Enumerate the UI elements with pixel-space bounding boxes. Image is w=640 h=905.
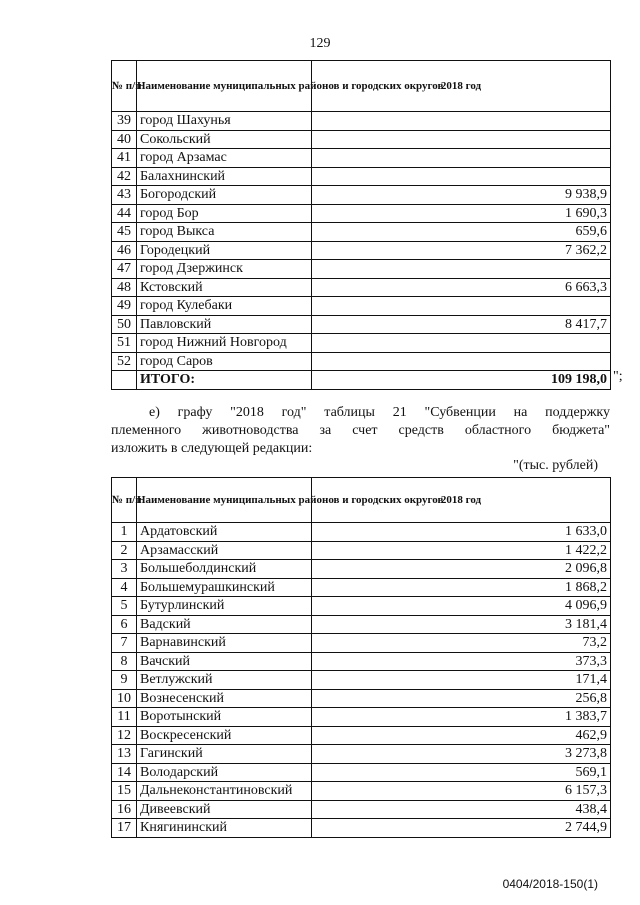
row-number: 8 <box>112 652 137 671</box>
header-year: 2018 год <box>312 61 611 112</box>
table-header-row <box>112 61 611 112</box>
row-number: 49 <box>112 297 137 316</box>
page-number: 129 <box>309 36 331 51</box>
district-name: Сокольский <box>137 130 312 149</box>
row-number: 40 <box>112 130 137 149</box>
row-number: 43 <box>112 186 137 205</box>
district-name: Дивеевский <box>137 800 312 819</box>
row-value <box>312 260 611 279</box>
row-number: 51 <box>112 334 137 353</box>
row-number: 42 <box>112 167 137 186</box>
row-value: 3 273,8 <box>312 745 611 764</box>
header-name: Наименование муниципальных районов и городских округов <box>137 478 312 523</box>
row-number: 14 <box>112 763 137 782</box>
row-value: 1 422,2 <box>312 541 611 560</box>
row-number: 7 <box>112 634 137 653</box>
row-number: 5 <box>112 597 137 616</box>
row-number: 11 <box>112 708 137 727</box>
district-name: Воротынский <box>137 708 312 727</box>
row-number: 47 <box>112 260 137 279</box>
row-number: 15 <box>112 782 137 801</box>
district-name: Вадский <box>137 615 312 634</box>
table-row <box>112 315 611 334</box>
table-row <box>112 204 611 223</box>
row-value: 3 181,4 <box>312 615 611 634</box>
table-row <box>112 167 611 186</box>
row-value: 1 690,3 <box>312 204 611 223</box>
district-name: Большемурашкинский <box>137 578 312 597</box>
row-number: 4 <box>112 578 137 597</box>
table-row <box>112 726 611 745</box>
row-value: 2 744,9 <box>312 819 611 838</box>
table-livestock-subsidies <box>111 477 611 838</box>
table-row <box>112 560 611 579</box>
table-row <box>112 297 611 316</box>
district-name: Большеболдинский <box>137 560 312 579</box>
table-row <box>112 149 611 168</box>
district-name: город Бор <box>137 204 312 223</box>
header-num: № п/п <box>112 478 137 523</box>
row-value: 256,8 <box>312 689 611 708</box>
row-value: 171,4 <box>312 671 611 690</box>
table-row <box>112 782 611 801</box>
district-name: город Арзамас <box>137 149 312 168</box>
row-value: 462,9 <box>312 726 611 745</box>
closing-quote: "; <box>613 369 623 384</box>
row-value: 2 096,8 <box>312 560 611 579</box>
row-value: 659,6 <box>312 223 611 242</box>
table-row <box>112 578 611 597</box>
row-value: 1 633,0 <box>312 523 611 542</box>
table-row <box>112 615 611 634</box>
district-name: Воскресенский <box>137 726 312 745</box>
table-row <box>112 260 611 279</box>
district-name: Городецкий <box>137 241 312 260</box>
table-row <box>112 597 611 616</box>
row-number: 48 <box>112 278 137 297</box>
district-name: город Кулебаки <box>137 297 312 316</box>
row-value: 73,2 <box>312 634 611 653</box>
table-row <box>112 130 611 149</box>
row-number: 2 <box>112 541 137 560</box>
district-name: Павловский <box>137 315 312 334</box>
district-name: Богородский <box>137 186 312 205</box>
header-name: Наименование муниципальных районов и городских округов <box>137 61 312 112</box>
total-label: ИТОГО: <box>137 371 312 390</box>
row-number: 45 <box>112 223 137 242</box>
row-value: 373,3 <box>312 652 611 671</box>
row-value <box>312 167 611 186</box>
district-name: город Шахунья <box>137 112 312 131</box>
row-number: 10 <box>112 689 137 708</box>
document-code: 0404/2018-150(1) <box>502 877 598 891</box>
table-row <box>112 708 611 727</box>
total-value: 109 198,0 <box>312 371 611 390</box>
row-value: 9 938,9 <box>312 186 611 205</box>
district-name: Ардатовский <box>137 523 312 542</box>
district-name: Ветлужский <box>137 671 312 690</box>
row-number: 17 <box>112 819 137 838</box>
table-row <box>112 541 611 560</box>
row-value: 569,1 <box>312 763 611 782</box>
table-row <box>112 523 611 542</box>
amendment-paragraph <box>111 404 610 458</box>
table-row <box>112 241 611 260</box>
district-name: Вачский <box>137 652 312 671</box>
row-value <box>312 352 611 371</box>
row-value: 6 157,3 <box>312 782 611 801</box>
row-value <box>312 334 611 353</box>
district-name: Дальнеконстантиновский <box>137 782 312 801</box>
district-name: Арзамасский <box>137 541 312 560</box>
units-label: "(тыс. рублей) <box>513 458 598 473</box>
table-row <box>112 634 611 653</box>
table-row <box>112 745 611 764</box>
row-number: 50 <box>112 315 137 334</box>
row-number: 46 <box>112 241 137 260</box>
row-number: 16 <box>112 800 137 819</box>
district-name: город Выкса <box>137 223 312 242</box>
row-number: 13 <box>112 745 137 764</box>
table-row <box>112 763 611 782</box>
row-number: 41 <box>112 149 137 168</box>
row-value: 438,4 <box>312 800 611 819</box>
row-value: 1 383,7 <box>312 708 611 727</box>
row-number: 1 <box>112 523 137 542</box>
table-row <box>112 800 611 819</box>
table-row <box>112 112 611 131</box>
table-header-row <box>112 478 611 523</box>
district-name: Вознесенский <box>137 689 312 708</box>
district-name: город Дзержинск <box>137 260 312 279</box>
total-row <box>112 371 611 390</box>
paragraph-line: племенного животноводства за счет средств областного бюджета" <box>111 423 610 438</box>
table-subsidies-continued <box>111 60 611 390</box>
district-name: Бутурлинский <box>137 597 312 616</box>
table-row <box>112 278 611 297</box>
row-number: 52 <box>112 352 137 371</box>
row-number: 9 <box>112 671 137 690</box>
row-number: 6 <box>112 615 137 634</box>
row-value: 1 868,2 <box>312 578 611 597</box>
district-name: Володарский <box>137 763 312 782</box>
district-name: город Нижний Новгород <box>137 334 312 353</box>
district-name: город Саров <box>137 352 312 371</box>
row-number: 44 <box>112 204 137 223</box>
row-value: 6 663,3 <box>312 278 611 297</box>
row-value <box>312 149 611 168</box>
table-row <box>112 819 611 838</box>
table-row <box>112 352 611 371</box>
table-row <box>112 223 611 242</box>
header-year: 2018 год <box>312 478 611 523</box>
row-value: 4 096,9 <box>312 597 611 616</box>
row-number: 12 <box>112 726 137 745</box>
table-row <box>112 652 611 671</box>
header-num: № п/п <box>112 61 137 112</box>
table-row <box>112 689 611 708</box>
row-value <box>312 130 611 149</box>
row-value <box>312 297 611 316</box>
district-name: Кстовский <box>137 278 312 297</box>
total-num-cell <box>112 371 137 390</box>
row-number: 39 <box>112 112 137 131</box>
row-number: 3 <box>112 560 137 579</box>
row-value: 7 362,2 <box>312 241 611 260</box>
table-row <box>112 334 611 353</box>
district-name: Княгининский <box>137 819 312 838</box>
district-name: Варнавинский <box>137 634 312 653</box>
row-value <box>312 112 611 131</box>
table-row <box>112 186 611 205</box>
row-value: 8 417,7 <box>312 315 611 334</box>
paragraph-line: изложить в следующей редакции: <box>111 441 313 456</box>
table-row <box>112 671 611 690</box>
district-name: Гагинский <box>137 745 312 764</box>
paragraph-line: е) графу "2018 год" таблицы 21 "Субвенции на поддержку <box>149 405 610 420</box>
district-name: Балахнинский <box>137 167 312 186</box>
